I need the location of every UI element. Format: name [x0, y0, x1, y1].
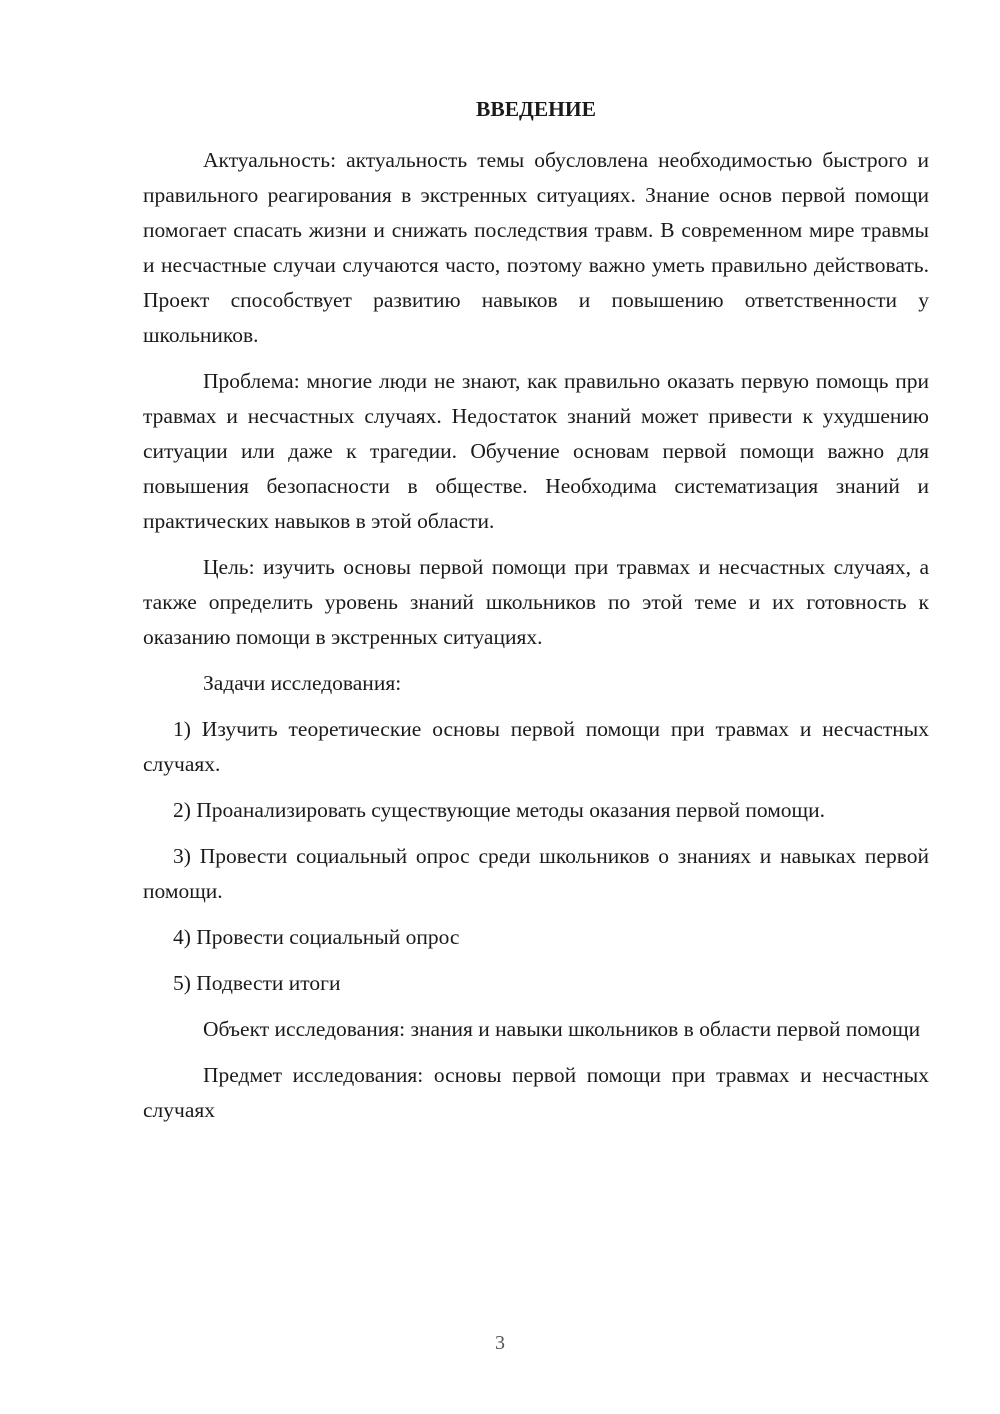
- goal-paragraph: Цель: изучить основы первой помощи при травмах и несчастных случаях, а также определить уровень знаний школьников по этой теме и их готовность к оказанию помощи в экстренных ситуациях.: [143, 555, 929, 649]
- document-page: [143, 92, 929, 1139]
- task-item-1: 1) Изучить теоретические основы первой помощи при травмах и несчастных случаях.: [143, 717, 929, 776]
- page-title: ВВЕДЕНИЕ: [476, 97, 596, 121]
- page-number: 3: [495, 1332, 505, 1354]
- task-item-3: 3) Провести социальный опрос среди школьников о знаниях и навыках первой помощи.: [143, 844, 929, 903]
- tasks-heading: Задачи исследования:: [203, 671, 402, 695]
- object-paragraph: Объект исследования: знания и навыки школьников в области первой помощи: [203, 1017, 921, 1041]
- relevance-paragraph: Актуальность: актуальность темы обусловлена необходимостью быстрого и правильного реагирования в экстренных ситуациях. Знание основ первой помощи помогает спасать жизни и снижать последствия травм. В современном мире травмы и несчастные случаи случаются часто, поэтому важно уметь правильно действовать. Проект способствует развитию навыков и повышению ответственности у школьников.: [143, 148, 929, 347]
- task-item-5: 5) Подвести итоги: [173, 971, 341, 995]
- task-item-2: 2) Проанализировать существующие методы оказания первой помощи.: [173, 798, 825, 822]
- problem-paragraph: Проблема: многие люди не знают, как правильно оказать первую помощь при травмах и несчастных случаях. Недостаток знаний может привести к ухудшению ситуации или даже к трагедии. Обучение основам первой помощи важно для повышения безопасности в обществе. Необходима систематизация знаний и практических навыков в этой области.: [143, 369, 929, 533]
- subject-paragraph: Предмет исследования: основы первой помощи при травмах и несчастных случаях: [143, 1063, 929, 1122]
- task-item-4: 4) Провести социальный опрос: [173, 925, 460, 949]
